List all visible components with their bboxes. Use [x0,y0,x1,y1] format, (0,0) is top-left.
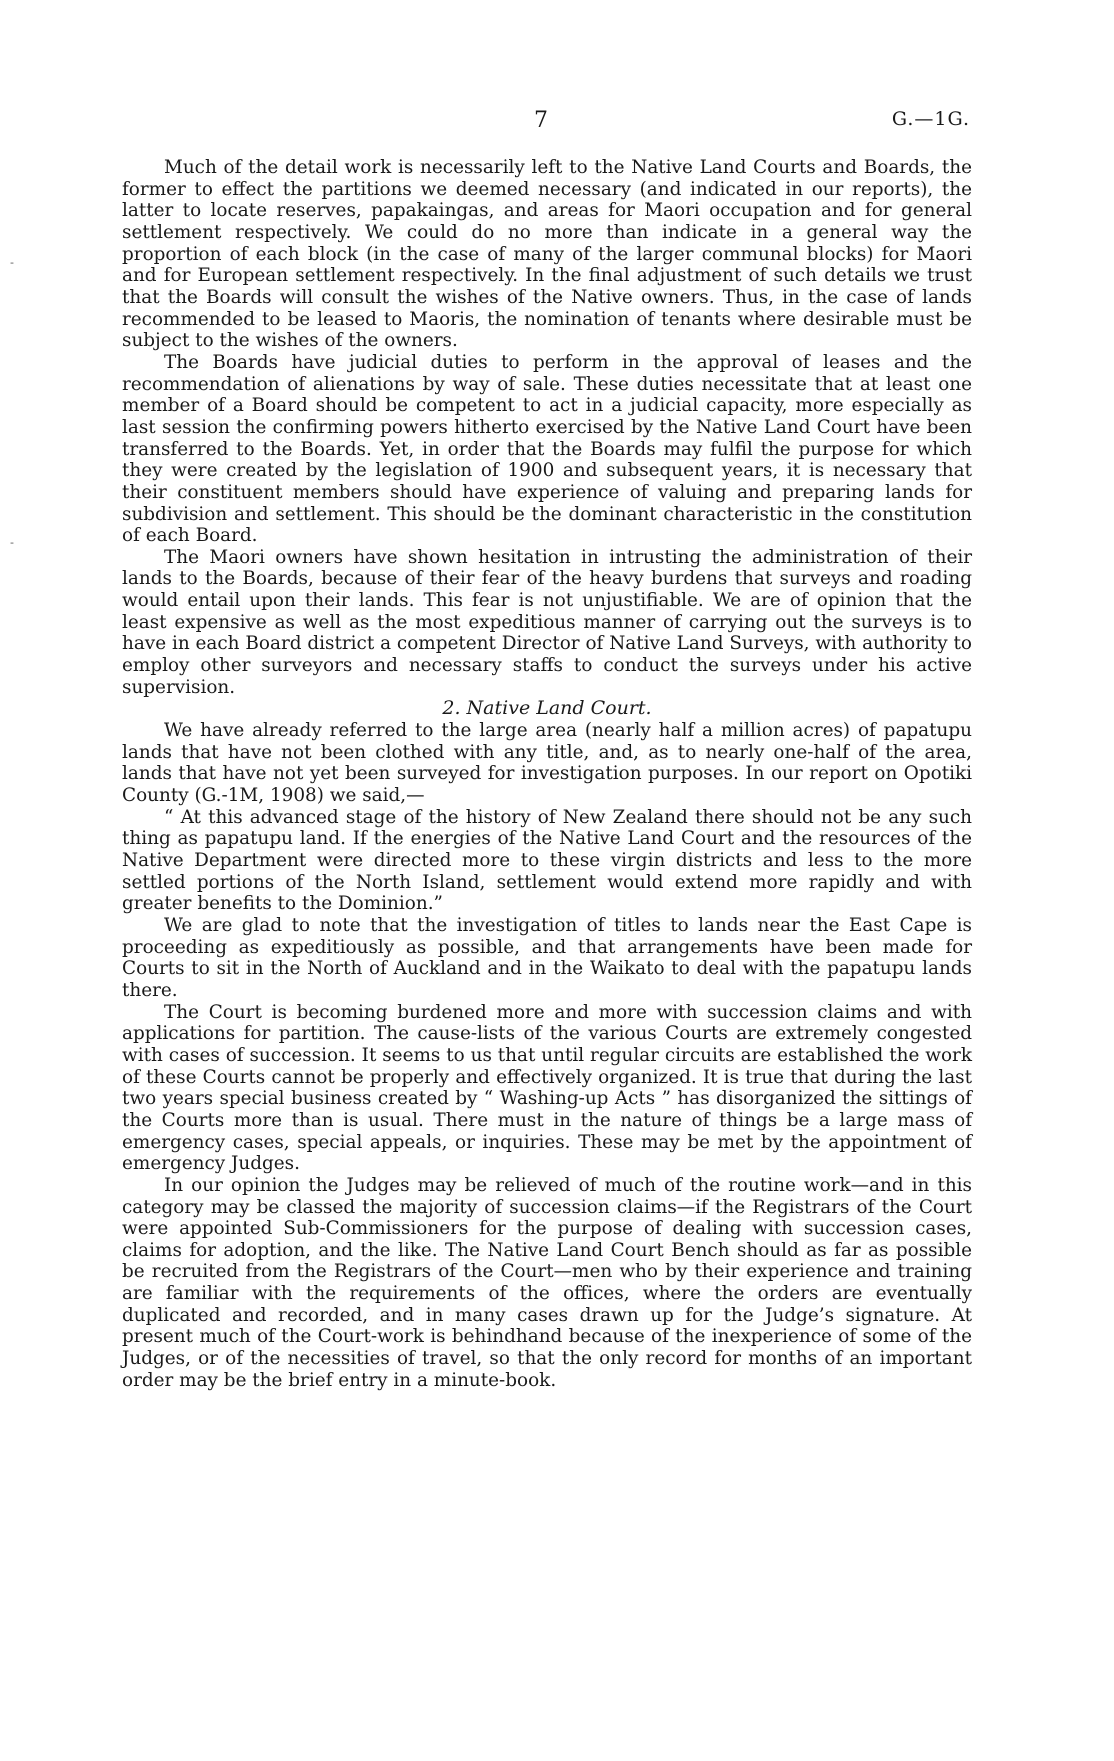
paragraph: We are glad to note that the investigation of titles to lands near the East Cape is proceeding as expeditiously as possible, and that arrangements have been made for Courts to sit in the North of Auckland and in the Waikato to deal with the papatupu lands there. [122,914,972,1001]
paragraph: In our opinion the Judges may be relieved of much of the routine work—and in this category may be classed the majority of succession claims—if the Registrars of the Court were appointed Sub-Commissioners for the purpose of dealing with succession cases, claims for adoption, and the like. The Native Land Court Bench should as far as possible be recruited from the Registrars of the Court—men who by their experience and training are familiar with the requirements of the offices, where the orders are eventually duplicated and recorded, and in many cases drawn up for the Judge’s signature. At present much of the Court-work is behindhand because of the inexperience of some of the Judges, or of the necessities of travel, so that the only record for months of an important order may be the brief entry in a minute-book. [122,1174,972,1391]
paragraph: We have already referred to the large area (nearly half a million acres) of papatupu lands that have not been clothed with any title, and, as to nearly one-half of the area, lands that have not yet been surveyed for investigation purposes. In our report on Opotiki County (G.-1M, 1908) we said,— [122,720,972,807]
paragraph: The Court is becoming burdened more and more with succession claims and with applications for partition. The cause-lists of the various Courts are extremely congested with cases of succession. It seems to us that until regular circuits are established the work of these Courts cannot be properly and effectively organized. It is true that during the last two years special business created by “ Washing-up Acts ” has disorganized the sittings of the Courts more than is usual. There must in the nature of things be a large mass of emergency cases, special appeals, or inquiries. These may be met by the appointment of emergency Judges. [122,1001,972,1175]
margin-tick: - [10,536,14,549]
body-text [122,157,972,1391]
margin-tick: - [10,256,14,269]
section-heading: 2. Native Land Court. [442,697,652,720]
page-number: 7 [534,108,548,133]
quotation-paragraph: “ At this advanced stage of the history of New Zealand there should not be any such thing as papatupu land. If the energies of the Native Land Court and the resources of the Native Department were directed more to these virgin districts and less to the more settled portions of the North Island, settlement would extend more rapidly and with greater benefits to the Dominion.” [122,806,972,915]
document-reference: G.—1G. [891,108,970,130]
paragraph: The Boards have judicial duties to perform in the approval of leases and the recommendation of alienations by way of sale. These duties necessitate that at least one member of a Board should be competent to act in a judicial capacity, more especially as last session the confirming powers hitherto exercised by the Native Land Court have been transferred to the Boards. Yet, in order that the Boards may fulfil the purpose for which they were created by the legislation of 1900 and subsequent years, it is necessary that their constituent members should have experience of valuing and preparing lands for subdivision and settlement. This should be the dominant characteristic in the constitution of each Board. [122,351,972,547]
paragraph: Much of the detail work is necessarily left to the Native Land Courts and Boards, the former to effect the partitions we deemed necessary (and indicated in our reports), the latter to locate reserves, papakaingas, and areas for Maori occupation and for general settlement respectively. We could do no more than indicate in a general way the proportion of each block (in the case of many of the larger communal blocks) for Maori and for European settlement respectively. In the final adjustment of such details we trust that the Boards will consult the wishes of the Native owners. Thus, in the case of lands recommended to be leased to Maoris, the nomination of tenants where desirable must be subject to the wishes of the owners. [122,157,972,352]
page-header [0,108,1114,138]
paragraph: The Maori owners have shown hesitation in intrusting the administration of their lands to the Boards, because of their fear of the heavy burdens that surveys and roading would entail upon their lands. This fear is not unjustifiable. We are of opinion that the least expensive as well as the most expeditious manner of carrying out the surveys is to have in each Board district a competent Director of Native Land Surveys, with authority to employ other surveyors and necessary staffs to conduct the surveys under his active supervision. [122,546,972,698]
